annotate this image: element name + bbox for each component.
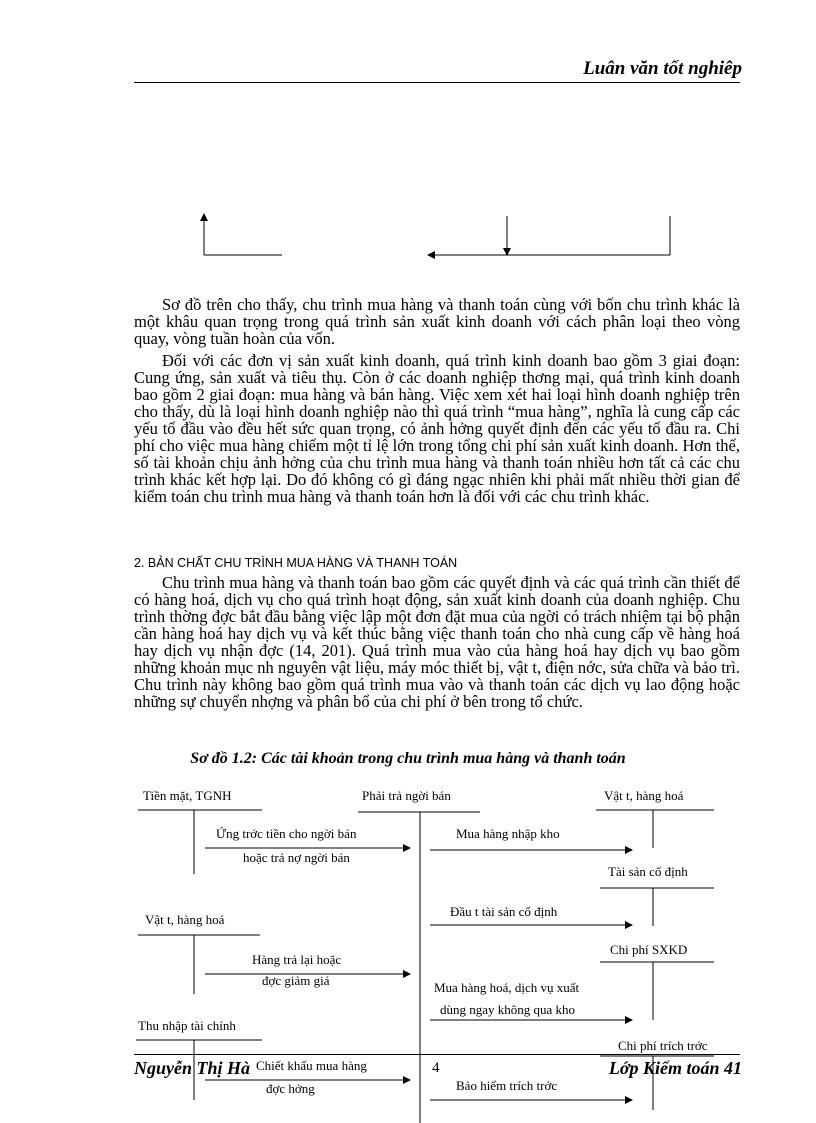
flow-advance-line2: hoặc trả nợ ngời bán [243,850,350,865]
account-payable: Phải trả ngời bán [362,788,451,803]
account-materials-left: Vật t, hàng hoá [145,912,225,927]
flow-purchase-stock: Mua hàng nhập kho [456,826,560,841]
flow-discount-line1: Chiết khấu mua hàng [256,1058,367,1073]
account-cash: Tiền mặt, TGNH [143,788,232,803]
flow-buy-use-line1: Mua hàng hoá, dịch vụ xuất [434,980,580,995]
diagram-caption: Sơ đồ 1.2: Các tài khoản trong chu trình mua hàng và thanh toán [190,750,626,767]
footer-page-number: 4 [432,1060,440,1076]
paragraph-3: Chu trình mua hàng và thanh toán bao gồm các quyết định và các quá trình cần thiết để có hàng hoá, dịch vụ cho quá trình hoạt động, sản xuất kinh doanh của doanh nghiệp. Chu trình thờng đợc bắt đầu bằng việc lập một đơn đặt mua của ngời có trách nhiệm tại bộ phận cần hàng hoá hay dịch vụ và kết thúc bằng việc thanh toán cho nhà cung cấp về hàng hoá hay dịch vụ nhận đợc (14, 201). Quá trình mua vào của hàng hoá hay dịch vụ bao gồm những khoản mục nh nguyên vật liệu, máy móc thiết bị, vật t, điện nớc, sửa chữa và bảo trì. Chu trình này không bao gồm quá trình mua vào và thanh toán các dịch vụ lao động hoặc những sự chuyển nhợng và phân bổ của chi phí ở bên trong tổ chức. [134,573,740,711]
prev-diagram-connectors [204,214,670,255]
header-title: Luân văn tốt nghiêp [583,58,742,79]
paragraph-1: Sơ đồ trên cho thấy, chu trình mua hàng và thanh toán cùng với bốn chu trình khác là một khâu quan trọng trong quá trình sản xuất kinh doanh với cách phân loại theo vòng quay, vòng tuần hoàn của vốn. [134,295,740,348]
account-financial-income: Thu nhập tài chính [138,1018,236,1033]
account-materials: Vật t, hàng hoá [604,788,684,803]
flow-discount-line2: đợc hởng [266,1081,315,1096]
section-heading: 2. BẢN CHẤT CHU TRÌNH MUA HÀNG VÀ THANH TOÁN [134,556,458,570]
paragraph-2: Đối với các đơn vị sản xuất kinh doanh, quá trình kinh doanh bao gồm 3 giai đoạn: Cung ứng, sản xuất và tiêu thụ. Còn ở các doanh nghiệp thơng mại, quá trình kinh doanh bao gồm 2 giai đoạn: mua hàng và bán hàng. Việc xem xét hai loại hình doanh nghiệp trên cho thấy, dù là loại hình doanh nghiệp nào thì quá trình “mua hàng”, nghĩa là cung cấp các yếu tố đầu vào đều hết sức quan trọng, có ảnh hởng quyết định đến các yếu tố đầu ra. Chi phí cho việc mua hàng chiếm một tỉ lệ lớn trong tổng chi phí sản xuất kinh doanh. Hơn thế, số tài khoản chịu ảnh hởng của chu trình mua hàng và thanh toán nhiều hơn tất cả các chu trình khác kết hợp lại. Do đó không có gì đáng ngạc nhiên khi phải mất nhiều thời gian để kiểm toán chu trình mua hàng và thanh toán hơn là đối với các chu trình khác. [134,351,740,506]
flow-insurance: Bảo hiểm trích trớc [456,1078,558,1093]
flow-return-line1: Hàng trả lại hoặc [252,952,342,967]
flow-advance-line1: Ứng trớc tiền cho ngời bán [216,826,357,841]
account-production-cost: Chi phí SXKD [610,942,688,957]
flow-invest: Đầu t tài sản cố định [450,904,558,919]
footer-rule [134,1054,740,1055]
footer-class: Lớp Kiểm toán 41 [608,1058,742,1078]
account-accrued-cost: Chi phí trích trớc [618,1038,708,1053]
account-fixed-assets: Tài sản cố định [608,864,688,879]
flow-buy-use-line2: dùng ngay không qua kho [440,1002,576,1017]
flow-return-line2: đợc giảm giá [262,973,330,988]
footer-author: Nguyễn Thị Hà [134,1058,251,1078]
